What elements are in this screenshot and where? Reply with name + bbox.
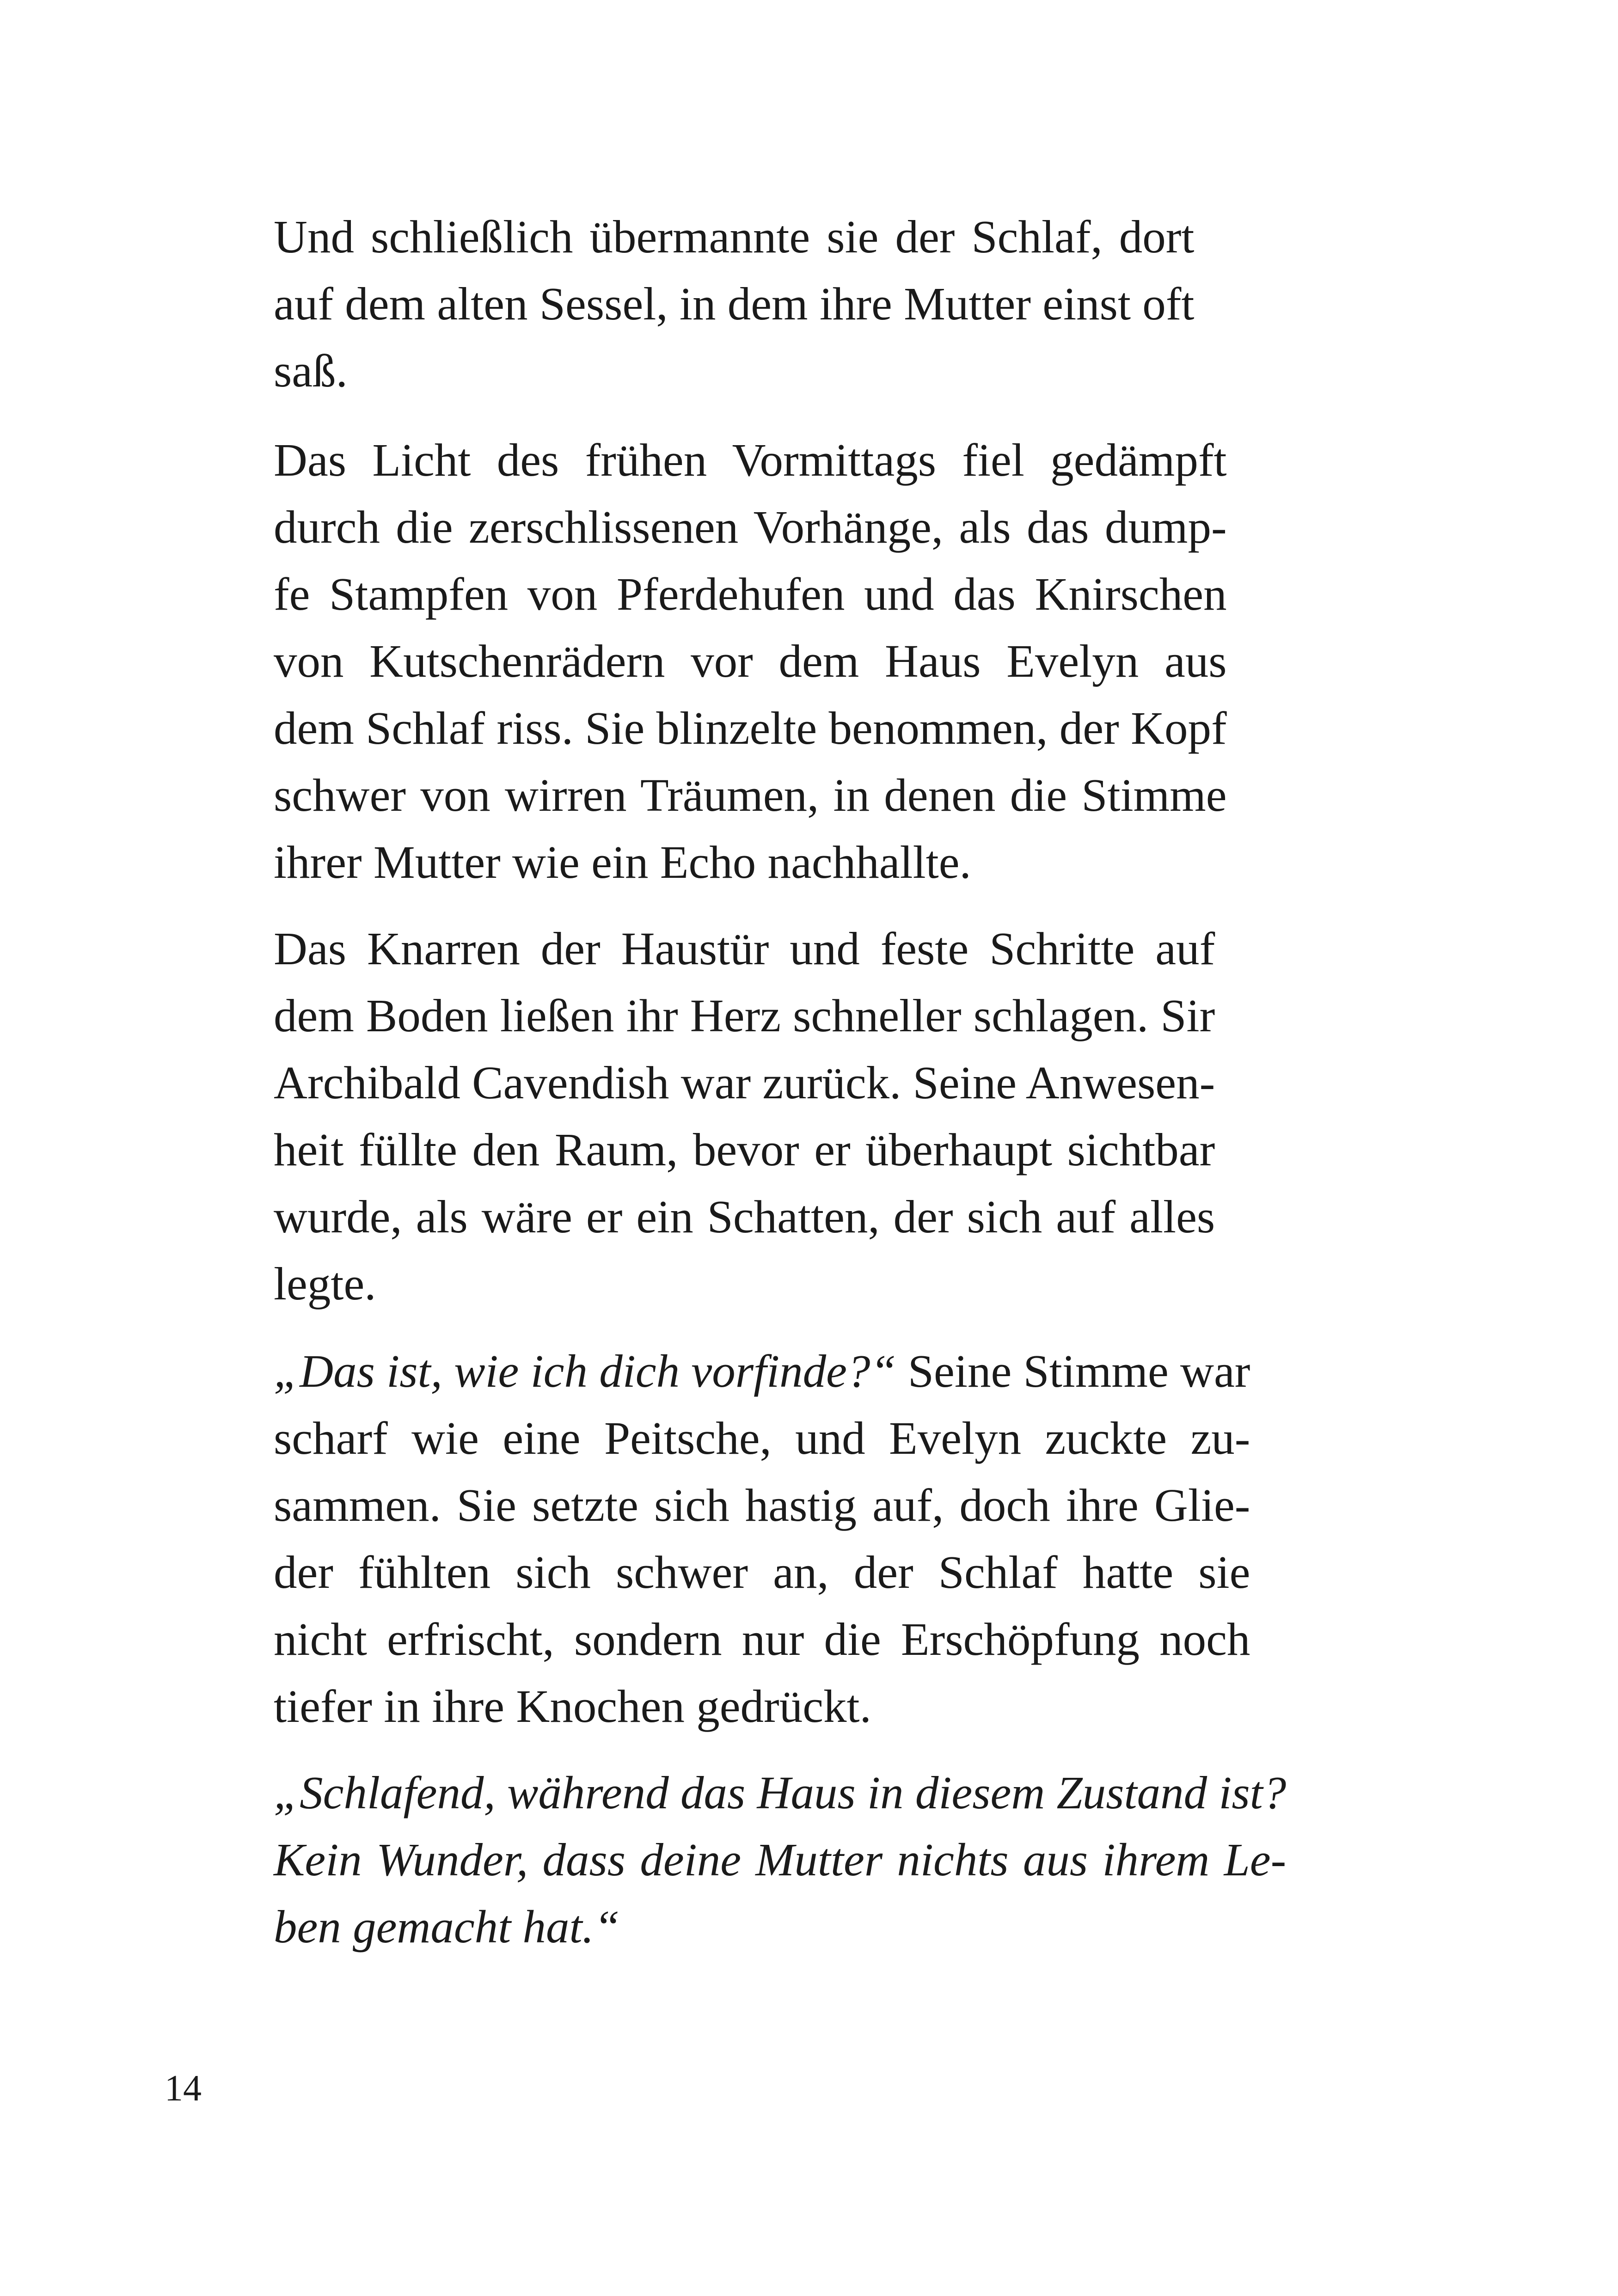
text-line: dem Schlaf riss. Sie blinzelte benommen, der Kopf xyxy=(274,702,1227,754)
text-line: dem Boden ließen ihr Herz schneller schlagen. Sir xyxy=(274,990,1215,1041)
text-line: von Kutschenrädern vor dem Haus Evelyn aus xyxy=(274,635,1227,687)
text-line: Das Licht des frühen Vormittags fiel gedämpft xyxy=(274,434,1227,486)
text-line: scharf wie eine Peitsche, und Evelyn zuckte zu- xyxy=(274,1412,1250,1464)
text-line: „Schlafend, während das Haus in diesem Zustand ist? xyxy=(274,1767,1287,1818)
text-run: Seine Stimme war xyxy=(896,1345,1250,1397)
italic-quote: „Das ist, wie ich dich vorfinde?“ xyxy=(274,1345,896,1397)
text-line: ihrer Mutter wie ein Echo nachhallte. xyxy=(274,836,971,888)
text-line: tiefer in ihre Knochen gedrückt. xyxy=(274,1680,871,1732)
text-line: Kein Wunder, dass deine Mutter nichts aus ihrem Le- xyxy=(274,1834,1287,1886)
text-line: Das Knarren der Haustür und feste Schritte auf xyxy=(274,923,1215,974)
text-line: nicht erfrischt, sondern nur die Erschöpfung noch xyxy=(274,1613,1250,1665)
text-line: legte. xyxy=(274,1258,376,1310)
text-line: durch die zerschlissenen Vorhänge, als das dump- xyxy=(274,501,1227,553)
text-line: fe Stampfen von Pferdehufen und das Knirschen xyxy=(274,568,1227,620)
text-line: Und schließlich übermannte sie der Schlaf, dort xyxy=(274,211,1195,263)
text-line: schwer von wirren Träumen, in denen die Stimme xyxy=(274,769,1227,821)
paragraph-3 xyxy=(274,915,1215,1317)
text-line: ben gemacht hat.“ xyxy=(274,1901,620,1953)
text-line: sammen. Sie setzte sich hastig auf, doch ihre Glie- xyxy=(274,1479,1250,1531)
text-line: auf dem alten Sessel, in dem ihre Mutter einst oft xyxy=(274,278,1195,330)
paragraph-4 xyxy=(274,1338,1250,1740)
paragraph-5 xyxy=(274,1759,1286,1960)
page-number: 14 xyxy=(165,2068,202,2109)
text-line xyxy=(274,1338,1250,1405)
text-line: Archibald Cavendish war zurück. Seine Anwesen- xyxy=(274,1057,1215,1108)
text-line: wurde, als wäre er ein Schatten, der sich auf alles xyxy=(274,1191,1215,1243)
text-line: heit füllte den Raum, bevor er überhaupt sichtbar xyxy=(274,1124,1215,1176)
paragraph-2 xyxy=(274,427,1227,896)
text-line: der fühlten sich schwer an, der Schlaf hatte sie xyxy=(274,1546,1250,1598)
text-line: saß. xyxy=(274,345,348,397)
paragraph-1 xyxy=(274,203,1194,404)
